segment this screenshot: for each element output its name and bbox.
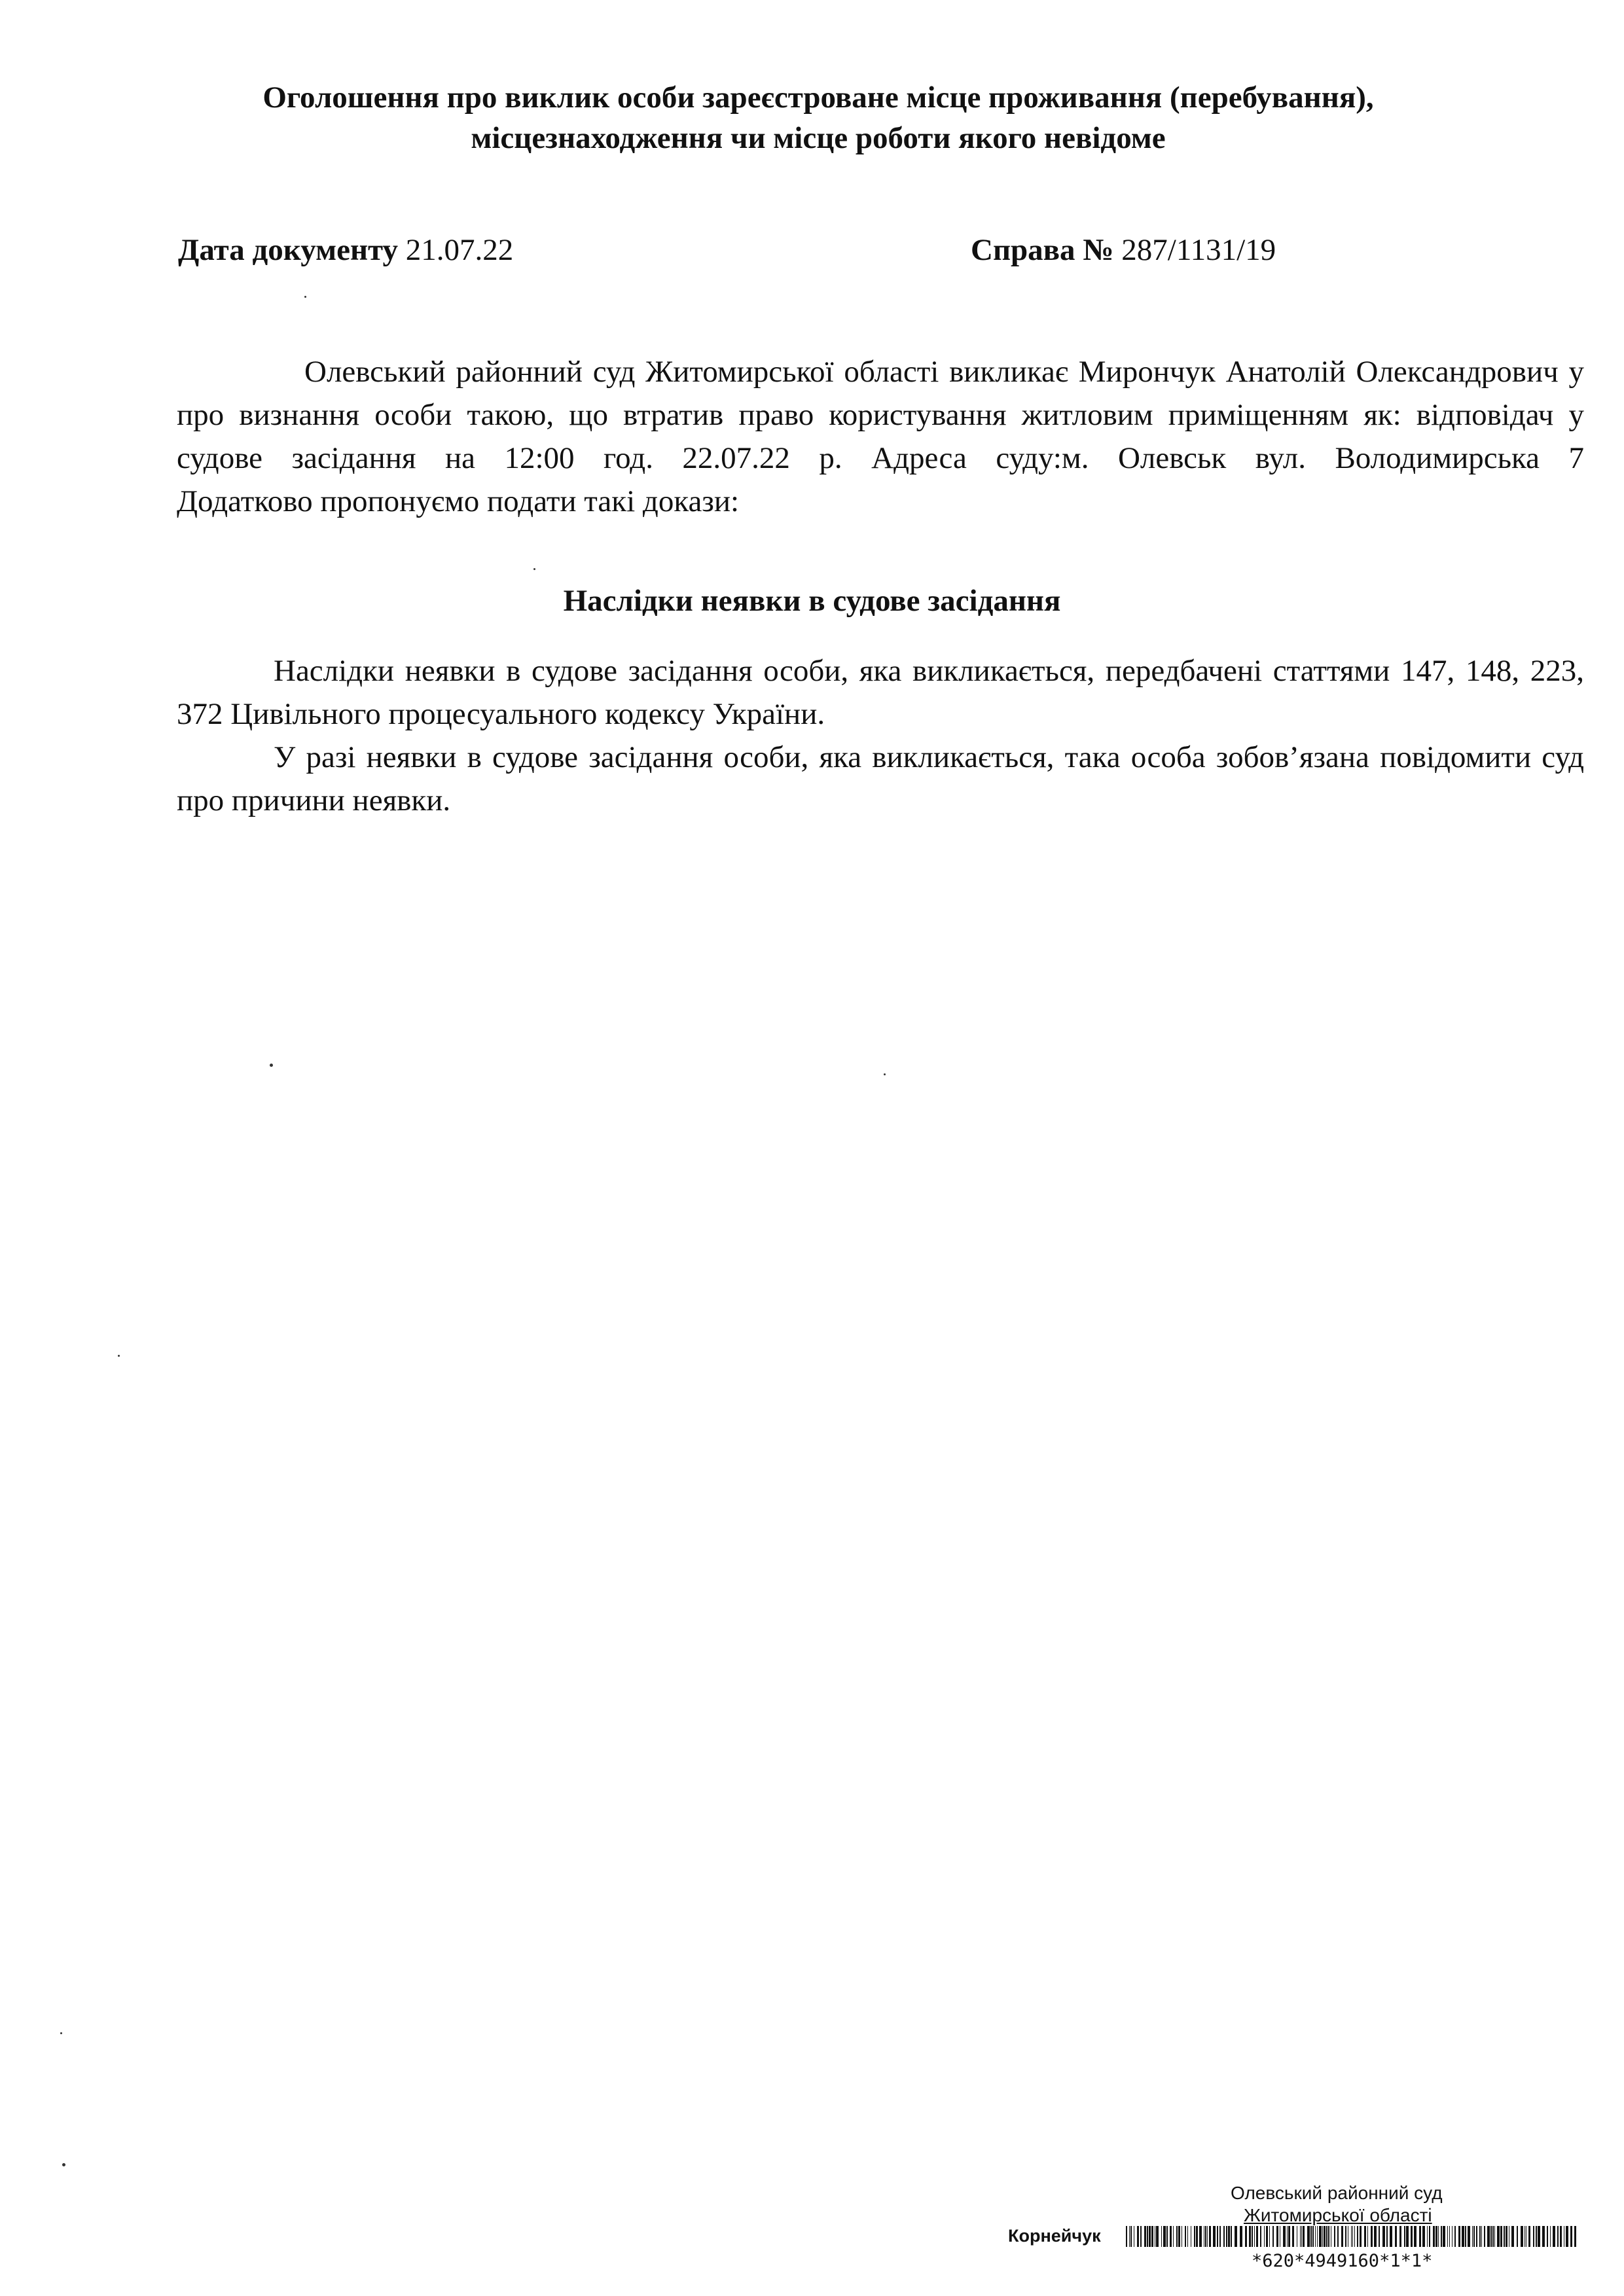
barcode-bar (1176, 2226, 1178, 2247)
barcode-bar (1441, 2226, 1442, 2247)
barcode-bar (1205, 2226, 1206, 2247)
barcode-bar (1147, 2226, 1148, 2247)
barcode-bar (1422, 2226, 1425, 2247)
barcode-bar (1386, 2226, 1388, 2247)
scan-speck (884, 1073, 886, 1075)
barcode-bar (1144, 2226, 1146, 2247)
barcode-bar (1173, 2226, 1174, 2247)
barcode-bar (1447, 2226, 1448, 2247)
consequences-paragraph-2: У разі неявки в судове засідання особи, яка викликається, така особа зобов’язана повідомити суд про причини неявки. (177, 740, 1584, 817)
barcode-bar (1473, 2226, 1475, 2247)
date-value: 21.07.22 (405, 233, 514, 267)
document-title (164, 77, 1473, 158)
barcode-bar (1345, 2226, 1346, 2247)
barcode-bar (1264, 2226, 1265, 2247)
title-line-2: місцезнаходження чи місце роботи якого невідоме (471, 121, 1166, 155)
barcode-bar (1317, 2226, 1318, 2247)
barcode-bar (1504, 2226, 1505, 2247)
barcode-bar (1494, 2226, 1495, 2247)
barcode-bar (1433, 2226, 1435, 2247)
barcode-bar (1472, 2226, 1473, 2247)
barcode-bar (1140, 2226, 1142, 2247)
barcode-bar (1178, 2226, 1180, 2247)
scan-speck (118, 1355, 120, 1357)
barcode-bar (1252, 2226, 1253, 2247)
barcode-bar (1487, 2226, 1490, 2247)
stamp-clerk-name: Корнейчук (1008, 2226, 1101, 2246)
barcode-bar (1287, 2226, 1288, 2247)
barcode-bar (1367, 2226, 1368, 2247)
consequences-block (177, 649, 1584, 822)
barcode-bar (1260, 2226, 1261, 2247)
barcode-bar (1458, 2226, 1460, 2247)
barcode-bar (1553, 2226, 1555, 2247)
barcode-bar (1129, 2226, 1130, 2247)
date-label: Дата документу (178, 233, 399, 267)
barcode-bar (1399, 2226, 1401, 2247)
barcode-bar (1560, 2226, 1562, 2247)
consequences-paragraph-1: Наслідки неявки в судове засідання особи, яка викликається, передбачені статтями 147, 148, 223, 372 Цивільного процесуального кодексу України. (177, 654, 1584, 731)
barcode-bar (1574, 2226, 1576, 2247)
barcode-bar (1303, 2226, 1305, 2247)
barcode-bar (1379, 2226, 1380, 2247)
barcode-bar (1249, 2226, 1251, 2247)
barcode-bar (1500, 2226, 1502, 2247)
barcode-bar (1414, 2226, 1416, 2247)
barcode-bar (1217, 2226, 1218, 2247)
barcode-bar (1547, 2226, 1548, 2247)
barcode-bar (1395, 2226, 1397, 2247)
barcode-bar (1163, 2226, 1166, 2247)
barcode-bar (1429, 2226, 1430, 2247)
barcode-bar (1315, 2226, 1316, 2247)
barcode-bar (1465, 2226, 1466, 2247)
barcode-bar (1533, 2226, 1534, 2247)
case-label: Справа № (971, 233, 1114, 267)
barcode-bar (1382, 2226, 1385, 2247)
barcode-bar (1326, 2226, 1327, 2247)
barcode-bar (1300, 2226, 1301, 2247)
barcode-bar (1364, 2226, 1366, 2247)
barcode-bar (1307, 2226, 1310, 2247)
barcode-bar (1492, 2226, 1494, 2247)
barcode-bar (1542, 2226, 1545, 2247)
barcode-bar (1484, 2226, 1485, 2247)
barcode-bar (1511, 2226, 1514, 2247)
scan-speck (62, 2163, 65, 2166)
barcode-bar (1419, 2226, 1421, 2247)
barcode-bar (1371, 2226, 1373, 2247)
barcode-bar (1319, 2226, 1322, 2247)
stamp-region: Житомирської області (1244, 2205, 1432, 2225)
barcode-bar (1235, 2226, 1237, 2247)
barcode-bar (1226, 2226, 1227, 2247)
barcode-bar (1334, 2226, 1335, 2247)
barcode-bar (1360, 2226, 1362, 2247)
barcode-bar (1301, 2226, 1302, 2247)
summons-block (177, 350, 1584, 523)
case-value: 287/1131/19 (1121, 233, 1276, 267)
barcode-bar (1194, 2226, 1195, 2247)
consequences-heading: Наслідки неявки в судове засідання (563, 584, 1061, 618)
barcode-bar (1223, 2226, 1225, 2247)
barcode-bar (1536, 2226, 1537, 2247)
barcode-bar (1479, 2226, 1481, 2247)
barcode-bar (1254, 2226, 1255, 2247)
barcode-bar (1449, 2226, 1450, 2247)
barcode-bar (1276, 2226, 1278, 2247)
barcode-bar (1490, 2226, 1492, 2247)
barcode-bar (1156, 2226, 1159, 2247)
barcode-bar (1283, 2226, 1286, 2247)
barcode-bar (1328, 2226, 1329, 2247)
barcode-bar (1170, 2226, 1172, 2247)
barcode-bar (1528, 2226, 1530, 2247)
barcode-bar (1288, 2226, 1290, 2247)
barcode-bar (1187, 2226, 1188, 2247)
barcode-bar (1199, 2226, 1202, 2247)
barcode-bar (1468, 2226, 1470, 2247)
barcode-bar (1231, 2226, 1232, 2247)
barcode-bar (1324, 2226, 1326, 2247)
scan-speck (304, 296, 306, 298)
barcode-bar (1517, 2226, 1518, 2247)
barcode-bar (1351, 2226, 1352, 2247)
barcode-bar (1310, 2226, 1312, 2247)
barcode-bar (1149, 2226, 1151, 2247)
barcode-bar (1481, 2226, 1482, 2247)
barcode-bar (1272, 2226, 1274, 2247)
scan-speck (60, 2032, 62, 2034)
barcode-bar (1406, 2226, 1409, 2247)
scan-speck (270, 1064, 273, 1067)
barcode-bar (1166, 2226, 1168, 2247)
barcode-bar (1130, 2226, 1132, 2247)
barcode-bar (1521, 2226, 1523, 2247)
barcode-bar (1557, 2226, 1559, 2247)
barcode-bar (1322, 2226, 1323, 2247)
barcode-bar (1185, 2226, 1186, 2247)
barcode-bar (1357, 2226, 1358, 2247)
barcode-bar (1435, 2226, 1437, 2247)
barcode-bar (1219, 2226, 1221, 2247)
barcode-bar (1438, 2226, 1439, 2247)
barcode-bar (1266, 2226, 1268, 2247)
barcode-bar (1538, 2226, 1540, 2247)
barcode-bar (1213, 2226, 1216, 2247)
barcode-code: *620*4949160*1*1* (1252, 2251, 1433, 2271)
scan-speck (533, 568, 535, 570)
evidence-text: Додатково пропонуємо подати такі докази: (177, 484, 740, 518)
barcode-bar (1245, 2226, 1247, 2247)
barcode-bar (1497, 2226, 1500, 2247)
barcode-bar (1570, 2226, 1572, 2247)
barcode (1126, 2226, 1578, 2247)
case-number (971, 232, 1276, 268)
barcode-bar (1151, 2226, 1153, 2247)
document-date (178, 232, 513, 268)
barcode-bar (1240, 2226, 1242, 2247)
barcode-bar (1462, 2226, 1464, 2247)
barcode-bar (1566, 2226, 1568, 2247)
stamp-court-name: Олевський районний суд (1231, 2183, 1443, 2203)
barcode-bar (1550, 2226, 1551, 2247)
barcode-bar (1312, 2226, 1314, 2247)
barcode-bar (1196, 2226, 1198, 2247)
barcode-bar (1404, 2226, 1405, 2247)
barcode-bar (1452, 2226, 1453, 2247)
barcode-bar (1209, 2226, 1211, 2247)
barcode-bar (1292, 2226, 1294, 2247)
barcode-bar (1207, 2226, 1208, 2247)
barcode-bar (1411, 2226, 1413, 2247)
barcode-bar (1476, 2226, 1477, 2247)
barcode-bar (1390, 2226, 1392, 2247)
barcode-bar (1443, 2226, 1445, 2247)
barcode-bar (1374, 2226, 1377, 2247)
barcode-bar (1256, 2226, 1258, 2247)
barcode-bar (1454, 2226, 1456, 2247)
barcode-bar (1341, 2226, 1343, 2247)
barcode-bar (1337, 2226, 1339, 2247)
barcode-bar (1137, 2226, 1139, 2247)
summons-text: Олевський районний суд Житомирської області викликає Мирончук Анатолій Олександрович у про визнання особи такою, що втратив право користування житловим приміщенням як: відповідач у судове засідання на 12:00 год. 22.07.22 р. Адреса суду:м. Олевськ вул. Володимирська 7 (177, 355, 1584, 475)
barcode-bar (1161, 2226, 1162, 2247)
barcode-bar (1228, 2226, 1230, 2247)
barcode-bar (1506, 2226, 1507, 2247)
barcode-bar (1352, 2226, 1353, 2247)
barcode-bar (1126, 2226, 1127, 2247)
title-line-1: Оголошення про виклик особи зареєстроване місце проживання (перебування), (262, 81, 1374, 115)
barcode-bar (1269, 2226, 1270, 2247)
barcode-bar (1427, 2226, 1428, 2247)
barcode-bar (1354, 2226, 1355, 2247)
